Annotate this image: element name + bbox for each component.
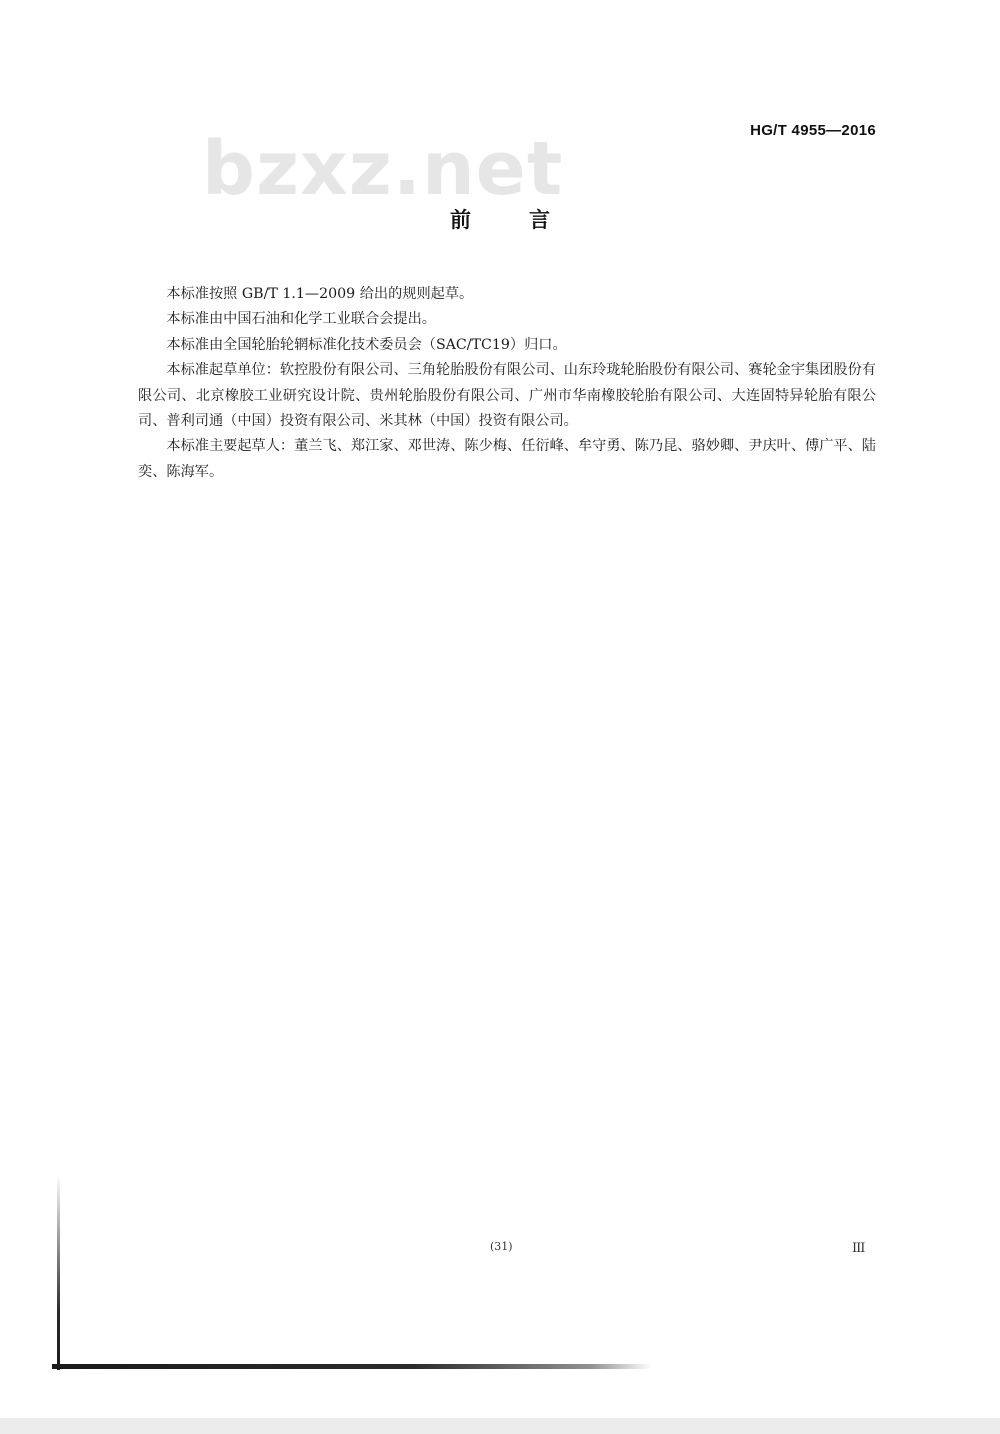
paragraph-drafting-rules: 本标准按照 GB/T 1.1—2009 给出的规则起草。 [166,286,474,302]
page-title: 前言 [450,208,608,232]
page-code: (31) [490,1240,513,1253]
scan-edge-bottom [52,1364,652,1369]
paragraph-drafting-units: 本标准起草单位：软控股份有限公司、三角轮胎股份有限公司、山东玲珑轮胎股份有限公司、赛轮金宇集团股份有限公司、北京橡胶工业研究设计院、贵州轮胎股份有限公司、广州市华南橡胶轮胎有限公司、大连固特异轮胎有限公司、普利司通（中国）投资有限公司、米其林（中国）投资有限公司。 [138,362,876,430]
bottom-strip [0,1418,1000,1434]
scan-edge-left [57,1175,60,1370]
foreword-body [138,282,876,485]
paragraph-proposed-by: 本标准由中国石油和化学工业联合会提出。 [166,311,436,328]
watermark-logo: bzxz.net [202,126,564,212]
standard-number: HG/T 4955—2016 [750,122,876,139]
paragraph-centralized-by: 本标准由全国轮胎轮辋标准化技术委员会（SAC/TC19）归口。 [166,336,567,353]
roman-page-number: III [852,1241,865,1256]
paragraph-main-drafters: 本标准主要起草人：董兰飞、郑江家、邓世涛、陈少梅、任衍峰、牟守勇、陈乃昆、骆妙卿、尹庆叶、傅广平、陆奕、陈海军。 [138,438,876,480]
